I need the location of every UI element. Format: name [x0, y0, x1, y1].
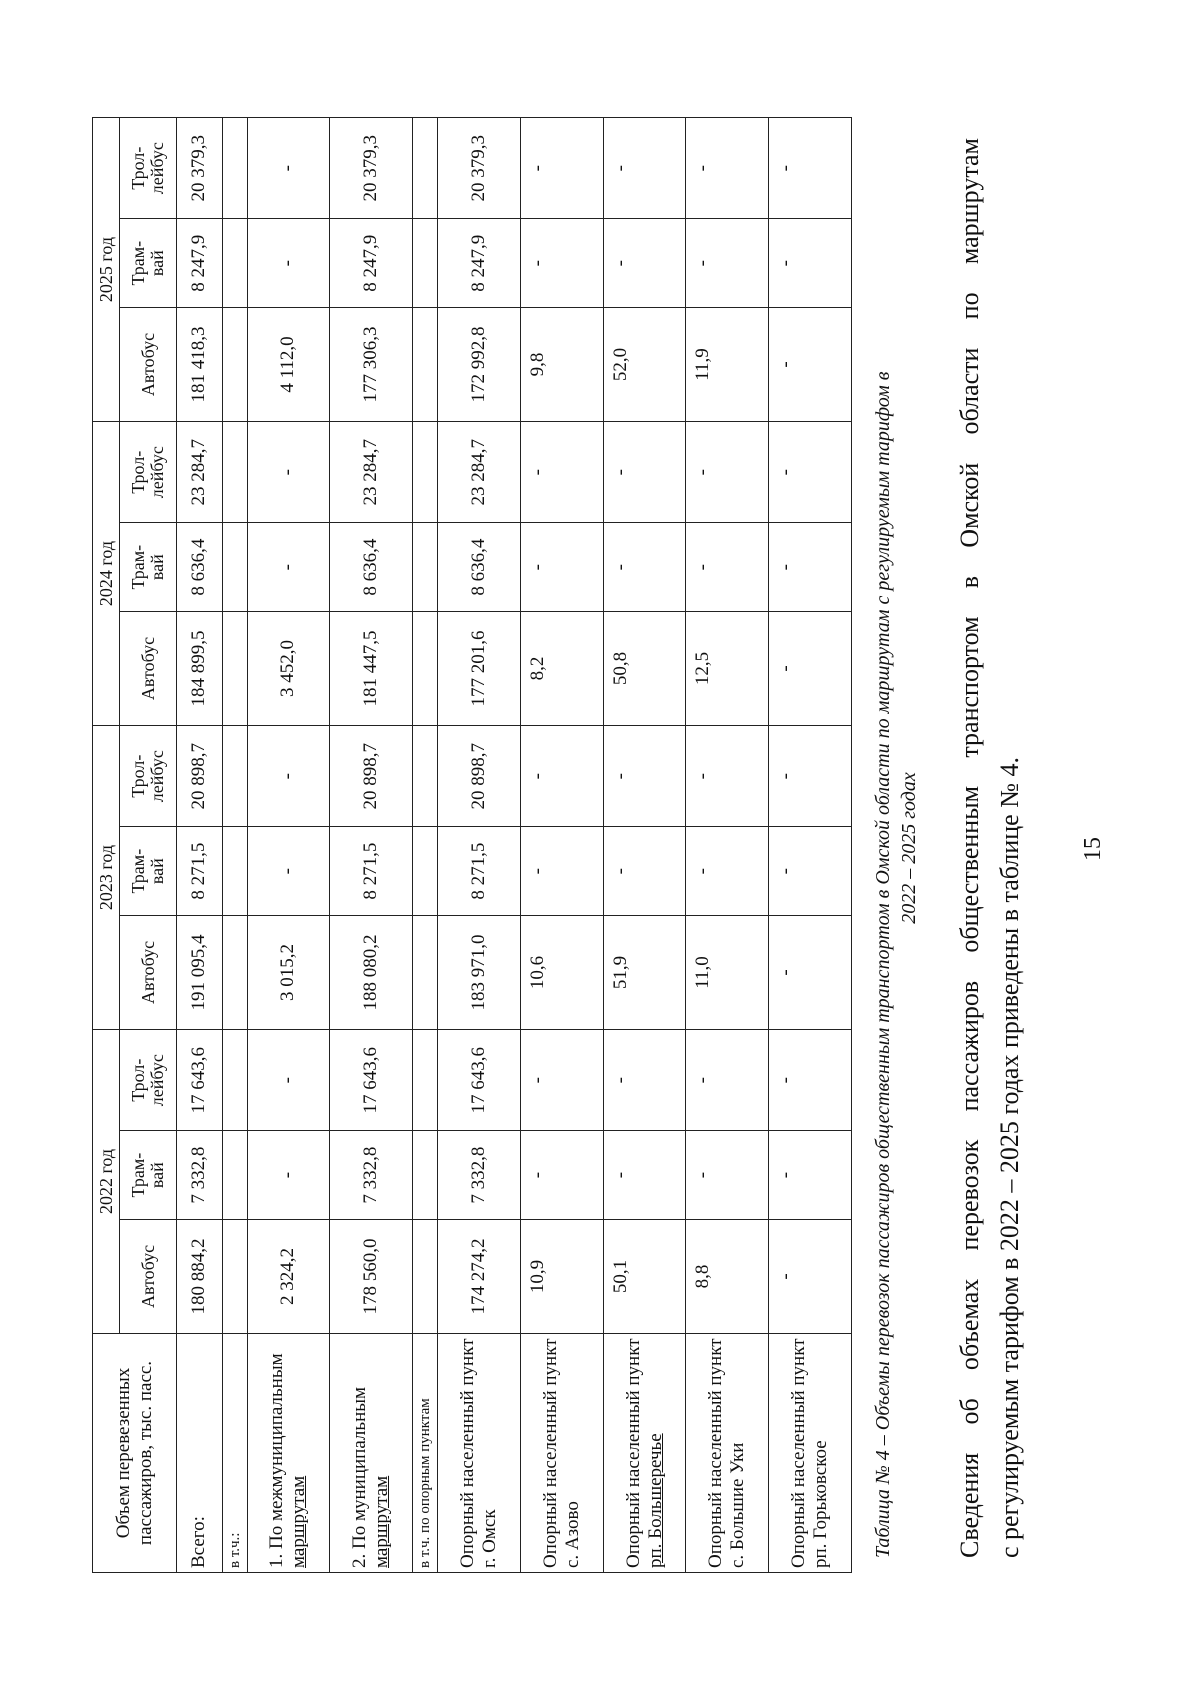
cell-incl-empty: [222, 307, 247, 421]
cell-azovo-trolleybus-2023: -: [520, 726, 603, 827]
row-label-bolsherechye-a: Опорный населенный пункт: [622, 1338, 644, 1568]
cell-incl_points-empty: [413, 726, 438, 827]
row-label-azovo: [520, 1334, 603, 1573]
mode-header-tram-2024: Трам- вай: [120, 523, 177, 612]
table-row-incl-points: [413, 118, 438, 1573]
row-label-intermunicipal-a: 1. По межмуниципальным: [266, 1353, 288, 1568]
mode-header-tram-2023: Трам- вай: [120, 827, 177, 916]
cell-omsk-bus-2025: 172 992,8: [438, 307, 521, 421]
year-header-2022: 2022 год: [93, 1030, 120, 1334]
cell-bolshie_uki-bus-2022: 8,8: [686, 1219, 769, 1333]
cell-azovo-bus-2025: 9,8: [520, 307, 603, 421]
cell-intermunicipal-trolleybus-2024: -: [247, 422, 330, 523]
cell-bolsherechye-tram-2022: -: [603, 1131, 686, 1220]
table-row-azovo: [520, 118, 603, 1573]
cell-incl_points-empty: [413, 219, 438, 308]
cell-omsk-trolleybus-2023: 20 898,7: [438, 726, 521, 827]
cell-municipal-trolleybus-2024: 23 284,7: [330, 422, 413, 523]
cell-azovo-tram-2022: -: [520, 1131, 603, 1220]
cell-gorkovskoe-trolleybus-2024: -: [769, 422, 852, 523]
mode-header-trolleybus-2023: Трол- лейбус: [120, 726, 177, 827]
cell-omsk-tram-2023: 8 271,5: [438, 827, 521, 916]
page-number: 15: [1080, 837, 1106, 861]
row-label-municipal-a: 2. По муниципальным: [349, 1386, 371, 1568]
mode-header-trolleybus-2025: Трол- лейбус: [120, 118, 177, 219]
cell-total-tram-2025: 8 247,9: [177, 219, 223, 308]
cell-omsk-tram-2022: 7 332,8: [438, 1131, 521, 1220]
cell-municipal-tram-2025: 8 247,9: [330, 219, 413, 308]
cell-gorkovskoe-trolleybus-2025: -: [769, 118, 852, 219]
cell-intermunicipal-trolleybus-2022: -: [247, 1030, 330, 1131]
mode-header-trolleybus-2022: Трол- лейбус: [120, 1030, 177, 1131]
row-label-intermunicipal: [247, 1334, 330, 1573]
cell-bolshie_uki-tram-2024: -: [686, 523, 769, 612]
row-label-azovo-a: Опорный населенный пункт: [539, 1338, 561, 1568]
cell-intermunicipal-bus-2022: 2 324,2: [247, 1219, 330, 1333]
cell-bolsherechye-bus-2024: 50,8: [603, 611, 686, 725]
cell-azovo-tram-2024: -: [520, 523, 603, 612]
cell-total-trolleybus-2023: 20 898,7: [177, 726, 223, 827]
cell-total-trolleybus-2024: 23 284,7: [177, 422, 223, 523]
cell-azovo-tram-2023: -: [520, 827, 603, 916]
cell-municipal-trolleybus-2022: 17 643,6: [330, 1030, 413, 1131]
row-label-bolsherechye: [603, 1334, 686, 1573]
cell-azovo-bus-2024: 8,2: [520, 611, 603, 725]
cell-bolsherechye-tram-2025: -: [603, 219, 686, 308]
cell-incl-empty: [222, 726, 247, 827]
cell-bolshie_uki-bus-2024: 12,5: [686, 611, 769, 725]
cell-azovo-bus-2023: 10,6: [520, 915, 603, 1029]
cell-gorkovskoe-tram-2024: -: [769, 523, 852, 612]
table-row-bolshie-uki: [686, 118, 769, 1573]
table-row-incl: [222, 118, 247, 1573]
cell-incl-empty: [222, 915, 247, 1029]
cell-azovo-trolleybus-2022: -: [520, 1030, 603, 1131]
section-heading: [950, 138, 1030, 1558]
cell-intermunicipal-bus-2024: 3 452,0: [247, 611, 330, 725]
year-header-2023: 2023 год: [93, 726, 120, 1030]
table-row-bolsherechye: [603, 118, 686, 1573]
cell-total-trolleybus-2022: 17 643,6: [177, 1030, 223, 1131]
cell-intermunicipal-trolleybus-2025: -: [247, 118, 330, 219]
cell-incl_points-empty: [413, 1030, 438, 1131]
cell-omsk-trolleybus-2024: 23 284,7: [438, 422, 521, 523]
row-label-incl: в т.ч.:: [222, 1334, 247, 1573]
cell-total-bus-2023: 191 095,4: [177, 915, 223, 1029]
mode-header-bus-2024: Автобус: [120, 611, 177, 725]
cell-bolsherechye-trolleybus-2025: -: [603, 118, 686, 219]
row-label-bolshie-uki-b: с. Большие Уки: [727, 1442, 749, 1568]
cell-incl_points-empty: [413, 1131, 438, 1220]
cell-municipal-bus-2024: 181 447,5: [330, 611, 413, 725]
passenger-volume-table: [92, 117, 852, 1573]
cell-omsk-bus-2024: 177 201,6: [438, 611, 521, 725]
cell-azovo-trolleybus-2024: -: [520, 422, 603, 523]
cell-gorkovskoe-trolleybus-2023: -: [769, 726, 852, 827]
cell-azovo-tram-2025: -: [520, 219, 603, 308]
cell-incl_points-empty: [413, 611, 438, 725]
cell-municipal-tram-2024: 8 636,4: [330, 523, 413, 612]
cell-incl_points-empty: [413, 422, 438, 523]
year-header-2024: 2024 год: [93, 422, 120, 726]
cell-bolshie_uki-tram-2022: -: [686, 1131, 769, 1220]
row-label-total: Всего:: [177, 1334, 223, 1573]
cell-omsk-trolleybus-2022: 17 643,6: [438, 1030, 521, 1131]
row-label-azovo-b: с. Азово: [561, 1501, 583, 1568]
cell-bolshie_uki-tram-2025: -: [686, 219, 769, 308]
cell-omsk-tram-2025: 8 247,9: [438, 219, 521, 308]
cell-bolsherechye-tram-2023: -: [603, 827, 686, 916]
cell-azovo-trolleybus-2025: -: [520, 118, 603, 219]
row-label-omsk-a: Опорный населенный пункт: [457, 1338, 478, 1568]
cell-intermunicipal-tram-2024: -: [247, 523, 330, 612]
caption-line-1: Таблица № 4 – Объемы перевозок пассажиров общественным транспортом в Омской области по маршрутам с регулируемым тарифом в: [872, 371, 894, 1558]
row-label-municipal-b: маршрутам: [371, 1475, 393, 1568]
cell-intermunicipal-bus-2023: 3 015,2: [247, 915, 330, 1029]
corner-header: Объем перевезенных пассажиров, тыс. пасс.: [93, 1334, 177, 1573]
mode-header-trolleybus-2024: Трол- лейбус: [120, 422, 177, 523]
cell-municipal-bus-2022: 178 560,0: [330, 1219, 413, 1333]
cell-incl_points-empty: [413, 827, 438, 916]
mode-header-tram-2025: Трам- вай: [120, 219, 177, 308]
cell-incl-empty: [222, 523, 247, 612]
cell-incl-empty: [222, 1131, 247, 1220]
cell-incl-empty: [222, 1219, 247, 1333]
cell-incl_points-empty: [413, 523, 438, 612]
passenger-volume-table-wrapper: [92, 117, 852, 1573]
cell-total-trolleybus-2025: 20 379,3: [177, 118, 223, 219]
cell-incl_points-empty: [413, 1219, 438, 1333]
row-label-bolshie-uki: [686, 1334, 769, 1573]
cell-gorkovskoe-bus-2022: -: [769, 1219, 852, 1333]
cell-total-tram-2022: 7 332,8: [177, 1131, 223, 1220]
cell-bolsherechye-bus-2023: 51,9: [603, 915, 686, 1029]
cell-bolshie_uki-trolleybus-2025: -: [686, 118, 769, 219]
table-row-omsk: [438, 118, 521, 1573]
cell-intermunicipal-tram-2022: -: [247, 1131, 330, 1220]
cell-gorkovskoe-bus-2024: -: [769, 611, 852, 725]
cell-total-tram-2024: 8 636,4: [177, 523, 223, 612]
cell-municipal-trolleybus-2025: 20 379,3: [330, 118, 413, 219]
cell-total-bus-2025: 181 418,3: [177, 307, 223, 421]
mode-header-bus-2022: Автобус: [120, 1219, 177, 1333]
cell-incl_points-empty: [413, 118, 438, 219]
cell-bolshie_uki-trolleybus-2022: -: [686, 1030, 769, 1131]
cell-gorkovskoe-tram-2022: -: [769, 1131, 852, 1220]
row-label-incl-points: в т.ч. по опорным пунктам: [413, 1334, 438, 1573]
cell-gorkovskoe-trolleybus-2022: -: [769, 1030, 852, 1131]
cell-municipal-bus-2023: 188 080,2: [330, 915, 413, 1029]
row-label-bolshie-uki-a: Опорный населенный пункт: [705, 1338, 727, 1568]
table-row-municipal: [330, 118, 413, 1573]
mode-header-bus-2025: Автобус: [120, 307, 177, 421]
header-row-years: [93, 118, 120, 1573]
cell-incl-empty: [222, 827, 247, 916]
cell-gorkovskoe-tram-2025: -: [769, 219, 852, 308]
cell-bolshie_uki-bus-2025: 11,9: [686, 307, 769, 421]
row-label-gorkovskoe-a: Опорный населенный пункт: [788, 1338, 810, 1568]
table-row-total: [177, 118, 223, 1573]
cell-gorkovskoe-tram-2023: -: [769, 827, 852, 916]
cell-bolshie_uki-tram-2023: -: [686, 827, 769, 916]
cell-incl_points-empty: [413, 915, 438, 1029]
cell-gorkovskoe-bus-2023: -: [769, 915, 852, 1029]
cell-intermunicipal-tram-2025: -: [247, 219, 330, 308]
row-label-bolsherechye-b: рп. Большеречье: [644, 1433, 666, 1568]
row-label-intermunicipal-b: маршрутам: [288, 1475, 310, 1568]
table-row-gorkovskoe: [769, 118, 852, 1573]
table-row-intermunicipal: [247, 118, 330, 1573]
row-label-omsk: [438, 1334, 521, 1573]
cell-incl-empty: [222, 611, 247, 725]
cell-incl_points-empty: [413, 307, 438, 421]
cell-total-bus-2024: 184 899,5: [177, 611, 223, 725]
cell-bolsherechye-trolleybus-2024: -: [603, 422, 686, 523]
cell-municipal-trolleybus-2023: 20 898,7: [330, 726, 413, 827]
row-label-gorkovskoe-b: рп. Горьковское: [810, 1440, 832, 1568]
cell-omsk-tram-2024: 8 636,4: [438, 523, 521, 612]
cell-omsk-bus-2022: 174 274,2: [438, 1219, 521, 1333]
row-label-omsk-b: г. Омск: [479, 1509, 500, 1568]
table-caption: [870, 138, 922, 1558]
cell-gorkovskoe-bus-2025: -: [769, 307, 852, 421]
cell-bolshie_uki-trolleybus-2023: -: [686, 726, 769, 827]
cell-azovo-bus-2022: 10,9: [520, 1219, 603, 1333]
cell-municipal-tram-2022: 7 332,8: [330, 1131, 413, 1220]
cell-total-bus-2022: 180 884,2: [177, 1219, 223, 1333]
cell-municipal-tram-2023: 8 271,5: [330, 827, 413, 916]
cell-bolshie_uki-trolleybus-2024: -: [686, 422, 769, 523]
cell-incl-empty: [222, 422, 247, 523]
cell-bolsherechye-tram-2024: -: [603, 523, 686, 612]
year-header-2025: 2025 год: [93, 118, 120, 422]
cell-incl-empty: [222, 219, 247, 308]
cell-total-tram-2023: 8 271,5: [177, 827, 223, 916]
cell-omsk-bus-2023: 183 971,0: [438, 915, 521, 1029]
cell-bolsherechye-trolleybus-2022: -: [603, 1030, 686, 1131]
cell-intermunicipal-bus-2025: 4 112,0: [247, 307, 330, 421]
row-label-municipal: [330, 1334, 413, 1573]
caption-line-2: 2022 – 2025 годах: [898, 772, 920, 924]
cell-municipal-bus-2025: 177 306,3: [330, 307, 413, 421]
heading-line-1: Сведения об объемах перевозок пассажиров общественным транспортом в Омской области по маршрутам: [955, 138, 984, 1558]
mode-header-tram-2022: Трам- вай: [120, 1131, 177, 1220]
row-label-gorkovskoe: [769, 1334, 852, 1573]
cell-bolshie_uki-bus-2023: 11,0: [686, 915, 769, 1029]
cell-bolsherechye-bus-2025: 52,0: [603, 307, 686, 421]
cell-bolsherechye-bus-2022: 50,1: [603, 1219, 686, 1333]
cell-incl-empty: [222, 118, 247, 219]
heading-line-2: с регулируемым тарифом в 2022 – 2025 годах приведены в таблице № 4.: [995, 757, 1024, 1558]
cell-intermunicipal-trolleybus-2023: -: [247, 726, 330, 827]
cell-bolsherechye-trolleybus-2023: -: [603, 726, 686, 827]
cell-omsk-trolleybus-2025: 20 379,3: [438, 118, 521, 219]
mode-header-bus-2023: Автобус: [120, 915, 177, 1029]
cell-incl-empty: [222, 1030, 247, 1131]
cell-intermunicipal-tram-2023: -: [247, 827, 330, 916]
